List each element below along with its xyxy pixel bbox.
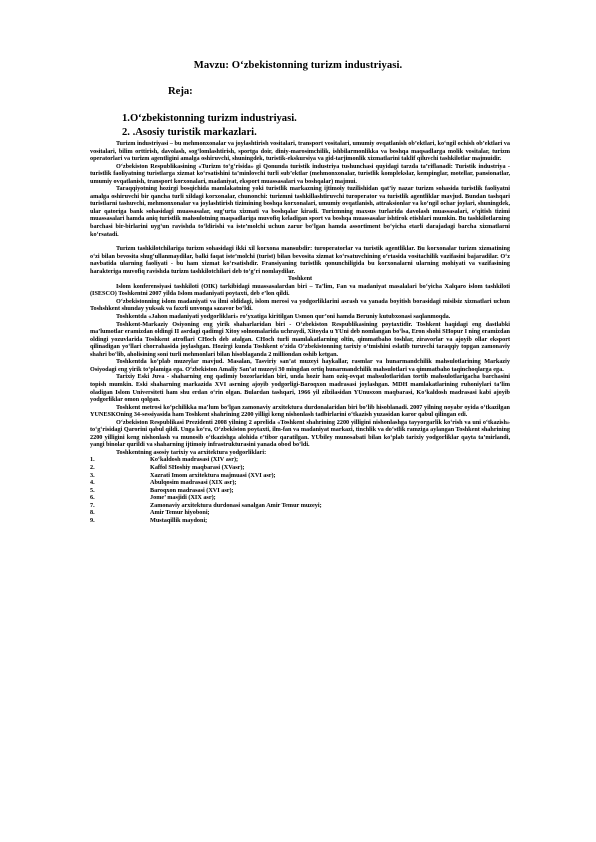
plan-outline: [122, 112, 297, 140]
list-text: Zamonaviy arxitektura durdonasi sanalgan Amir Temur muzeyi;: [150, 501, 322, 509]
list-item: [90, 464, 510, 472]
plan-label: Reja:: [168, 86, 193, 97]
list-number: 5.: [90, 486, 95, 494]
paragraph: Turizm industriyasi – bu mehmonxonalar va joylashtirish vositalari, transport vositalari, umumiy ovqatlanish ob’ektlari, ko‘ngil ochish ob’ektlari va vositalari, bilim orttirish, davolash, sog‘lomlashtirish, sportga doir, diniy-marosimchilik, ishbilarmonlikka va boshqa maqsadlarga molik vositalar, turizm operatorlari va turizm agentligini amalga oshiruvchi, shuningdek, turistik-ekskursiya va gid-tarjimonlik xizmatlarini taklif qiluvchi tashkilotlar majmuidir.: [90, 140, 510, 163]
monument-list: [90, 456, 510, 524]
paragraph: Tarixiy Eski Juva - shaharning eng qadimiy bozorlaridan biri, unda hozir ham oziq-ovqat mahsulotlaridan tortib mahsulotlarigacha barchasini topish mumkin. Eski shaharning markazida XVI asrning ajoyib yodgorligi-Baroqxon madrasasi joylashgan. MDH mamlakatlarining ruhoniylari ta’lim oladigan Islom Universiteti ham shu erdan o‘rin olgan. Bulardan tashqari, 1966 yil zilzilasidan YUnusxon maqbarasi, Ko‘kaldosh madrasasi kabi ajoyib yodgorliklar omon qolgan.: [90, 373, 510, 404]
paragraph: Turizm tashkilotchilariga turizm sohasidagi ikki xil korxona mansubdir: turoperatorlar va turistik agentliklar. Bu korxonalar turizm xizmatining o‘zi bilan bevosita shug‘ullanmaydilar, balki faqat iste’molchi (turist) bilan bevosita xizmat ko‘rsatuvchining o‘rtasida vositachilik vazifasini bajaradilar. O‘z navbatida ularning faoliyati - bu ham xizmat ko‘rsatishdir. Fransiyaning turistlik qonunchiligida bu korxonalarni ularning mohiyati va vazifasining harakteriga muvofiq ravishda turizm tashkilotchilari deb to‘g‘ri nomlaydilar.: [90, 245, 510, 275]
list-number: 3.: [90, 471, 95, 479]
paragraph: Toshkentda ko‘plab muzeylar mavjud. Masalan, Tasviriy san’at muzeyi haykallar, rasmlar va hunarmandchilik mahsulotlarining Markaziy Osiyodagi eng yirik to‘plamiga ega. O‘zbekiston Amaliy San’at muzeyi 30 mingdan ortiq hunarmandchilik mahsulotlari va qimmatbaho taqinchoqlarga ega.: [90, 358, 510, 373]
list-item: [90, 509, 510, 517]
paragraph: Toshkentda «Jahon madaniyati yodgorliklari» ro‘yxatiga kiritilgan Usmon qur’oni hamda Beruniy kutubxonasi saqlanmoqda.: [116, 313, 451, 321]
paragraph: O‘zbekiston Respublikasining «Turizm to‘g‘risida» gi Qonunda turistik industriya tushunchasi quyidagi tarzda ta’riflanadi: Turistik industriya - turistlik faoliyatning turistlarga xizmat ko‘rsatishini ta’minlovchi turli sub’ektlar (mehmonxonalar, turistlik komplekslar, kempinglar, motellar, pansionatlar, umumiy ovqatlanish, transport korxonalari, madaniyat, eksport muassasalari va boshqalar) majmui.: [90, 162, 510, 185]
paragraph: Toshkent metrosi ko‘pchilikka ma’lum bo‘lgan zamonaviy arxitektura durdonalaridan biri bo‘lib hisoblanadi. 2007 yilning noyabr oyida o‘tkazilgan YUNESKOning 34-sessiyasida ham Toshkent shahrining 2200 yilligi keng nishonlash tadbirlarini o‘tkazish yuzasidan karor qabul qilingan edi.: [90, 403, 510, 419]
list-number: 2.: [90, 463, 95, 471]
paragraph: Toshkentning asosiy tarixiy va arxitektura yodgorliklari:: [116, 448, 267, 456]
list-item: [90, 502, 510, 510]
list-text: Ko‘kaldosh madrasasi (XIV asr);: [150, 456, 239, 464]
list-number: 1.: [90, 456, 95, 464]
list-item: [90, 494, 510, 502]
list-item: [90, 479, 510, 487]
list-text: Abulqosim madrasasi (XIX asr);: [150, 479, 237, 487]
paragraph: O‘zbekistonning islom madaniyati va ilmi oldidagi, islom merosi va yodgorliklarini asrash va yanada boyitish borasidagi misilsiz xizmatlari uchun Toshshkent shunday yuksak va faxrli unvonga sazavor bo‘ldi.: [90, 297, 510, 313]
document-body: [90, 140, 510, 524]
list-number: 6.: [90, 494, 95, 502]
list-item: [90, 456, 510, 464]
paragraph: Taraqqiyotning hozirgi bosqichida mamlakatning yoki turistlik markazning ijtimoiy tuzilishidan qat’iy nazar turizm sohasida turistlik faoliyatni amalga oshiruvchi bir qancha turli xildagi korxonalar, chunonchi: turizmni tashkillashtiruvchi turoperator va turistlik agentliklar mavjud. Bundan tashqari turistlarni tashuvchi, mehmonxonalar va joylashtirish tizimining boshqa korxonalari, umumiy ovqatlanish, attraksionlar va ko‘ngil ochar joylari, shuningdek, ular qatoriga bank sohasidagi muassasalar, sug‘urta xizmati va boshqalar kiradi. Turizmning maxsus turlarida davolash muassasalari, o‘qitish tizimi muassasalari hamda aniq turistlik mahsulotning maqsadlariga muvofiq keladigan sport va boshqa muassasalar ishtirok etishlari mumkin. Bu tashkilotlarning barchasi bir-birlarini uyg‘un ravishda to‘ldirishi va iste’molchi uchun zarur bo‘lgan hamda assortiment bo‘yicha etarli darajadagi barcha xizmatlarni ko‘rsatadi.: [90, 185, 510, 238]
paragraph: Islom konferensiyasi tashkiloti (OIK) tarkibidagi muassasalardan biri – Ta’lim, Fan va madaniyat masalalari bo‘yicha Xalqaro islom tashkiloti (ISESCO) Toshkentni 2007 yilda Islom madaniyati poytaxti, deb e’lon qildi.: [90, 282, 510, 298]
list-number: 9.: [90, 516, 95, 524]
document-title: Mavzu: O‘zbekistonning turizm industriyasi.: [193, 60, 403, 71]
list-text: Amir Temur hiyoboni;: [150, 509, 210, 517]
list-text: Xazrati Imom arxitektura majmuasi (XVI asr);: [150, 471, 276, 479]
list-item: [90, 517, 510, 525]
plan-item: 1.O‘zbekistonning turizm industriyasi.: [122, 113, 297, 124]
list-text: Mustaqillik maydoni;: [150, 516, 208, 524]
section-heading: Toshkent: [287, 275, 313, 283]
paragraph: Toshkent-Markaziy Osiyoning eng yirik shaharlaridan biri - O‘zbekiston Respublikasining poytaxtidir. Toshkent haqidagi eng dastlabki ma’lumotlar eramizdan oldingi II asrdagi qadimgi Xitoy solnomalarida uchraydi, Xitoyda u YUni deb nomlangan bo‘lsa, Eron shohi SHopur I ning eramizdan oldingi yozuvlarida Toshkent atroflari CHoch deb atalgan. CHoch turli mamlakatlarning oltin, qimmatbaho toshlar, ziravorlar va ajoyib ollar eksport qilinadigan yo‘llari chorrahasida joylashgan. Hozirgi kunda Toshkent o‘zida O‘zbekistonning tarixiy o‘tmishini eslatib turuvchi taraqqiy topgan zamonaviy shahri bo‘lib, aholisining soni turli mehmonlari bilan hisoblaganda 2 milliondan oshib ketgan.: [90, 320, 510, 358]
list-number: 8.: [90, 509, 95, 517]
list-item: [90, 487, 510, 495]
paragraph: O‘zbekiston Respublikasi Prezidenti 2008 yilning 2 aprelida «Toshkent shahrining 2200 yilligini nishonlashga tayyorgarlik ko‘rish va uni o‘tkazish» to‘g‘risidagi Qarorini qabul qildi. Unga ko‘ra, O‘zbekiston poytaxti, ilm-fan va madaniyat markazi, tinchlik va do‘stlik ramziga aylangan Toshkent shahrining 2200 yilligini keng nishonlash va munosib o‘tkazishga alohida e’tibor qaratilgan. YUbiley munosabati bilan ko‘plab tarixiy yodgorliklar qayta ta’mirlandi, yangi binolar qurildi va shaharning ijtimoiy infrastrukturasini yanada obod bo‘ldi.: [90, 418, 510, 449]
list-text: Baroqxon madrasasi (XVI asr);: [150, 486, 234, 494]
list-number: 4.: [90, 479, 95, 487]
list-text: Kaffol SHoshiy maqbarasi (XVasr);: [150, 463, 245, 471]
list-item: [90, 472, 510, 480]
list-number: 7.: [90, 501, 95, 509]
plan-item: 2. .Asosiy turistik markazlari.: [122, 127, 257, 138]
list-text: Jome’ masjidi (XIX asr);: [150, 494, 216, 502]
